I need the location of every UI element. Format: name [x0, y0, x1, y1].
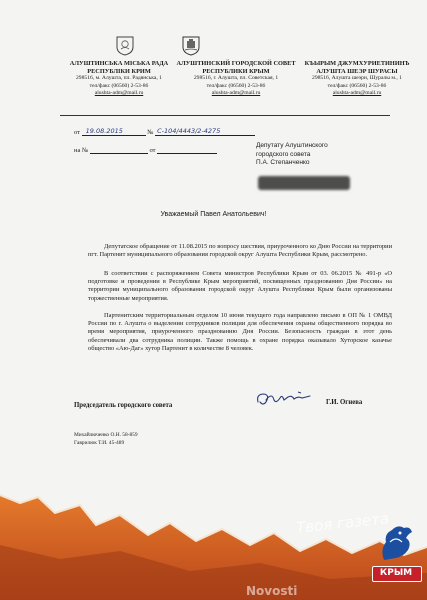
letterhead-right-email: alushta-adm@mail.ru [332, 90, 382, 96]
signatory-title: Председатель городского совета [74, 402, 173, 409]
incoming-number-field [90, 146, 148, 154]
alushta-crest-center-icon [182, 36, 200, 56]
outgoing-from-label: от [74, 129, 81, 136]
executor-1: Михайлюченко О.Н. 58-859 [74, 432, 138, 438]
paragraph-1-text: Депутатское обращение от 11.08.2015 по вопросу шествия, приуроченного ко Дню России на территории пгт. Партенит муниципального образования городской округ Алушта Республики Крым, рассмотрено. [88, 243, 392, 259]
letterhead-center-title-1: АЛУШТИНСКИЙ ГОРОДСКОЙ СОВЕТ [176, 60, 296, 67]
watermark-slogan: Твоя газета [295, 509, 390, 537]
watermark-site: Novosti [246, 584, 298, 598]
letterhead-right-title-1: КЪЫРЫМ ДЖУМХУРИЕТИНИНЪ [304, 60, 410, 67]
addressee-line-2: городского совета [256, 150, 311, 158]
body-paragraph-3 [88, 312, 392, 353]
executor-2: Гаврилюк Т.И. 45-489 [74, 440, 125, 446]
executors-block [74, 431, 138, 447]
letterhead-left-title-1: АЛУШТИНСЬКА МІСЬКА РАДА [69, 60, 169, 67]
letterhead-left-phone: тел/факс (06560) 2-53-86 [89, 82, 149, 89]
outgoing-number-field [155, 128, 255, 136]
letterhead-center [170, 60, 302, 98]
letterhead-left [60, 60, 178, 98]
letterhead-right-title-2: АЛУШТА ШЕЭР ШУРАСЫ [316, 67, 398, 75]
paragraph-2-text: В соответствии с распоряжением Совета министров Республики Крым от 03. 06.2015 № 491-р «О подготовке и проведении в Республике Крым мероприятий, посвященных празднованию Дня России» на территории муниципального образования городской округ Алушта Республики Крым были организованы торжественные мероприятия. [88, 270, 392, 302]
outgoing-number: С-104/4443/2-4275 [157, 127, 221, 135]
incoming-from-label: от [149, 147, 156, 154]
letterhead-center-title-2: РЕСПУБЛИКИ КРЫМ [202, 67, 270, 75]
incoming-date-field [157, 146, 217, 154]
signatory-name: Г.И. Огнева [326, 399, 363, 406]
addressee-block [256, 142, 328, 168]
handwritten-signature [254, 388, 316, 410]
outgoing-number-label: № [147, 129, 154, 136]
letterhead-left-email: alushta-adm@mail.ru [94, 90, 144, 96]
letterhead-left-address: 298516, м. Алушта, пл. Радянська, 1 [76, 75, 162, 81]
letterhead-right [296, 60, 418, 98]
krym-griffin-logo-icon [374, 520, 418, 564]
alushta-crest-left-icon [116, 36, 134, 56]
outgoing-date-field [82, 128, 146, 136]
body-paragraph-1 [88, 243, 392, 259]
letterhead-center-phone: тел/факс (06560) 2-53-86 [206, 82, 266, 89]
redacted-block [258, 176, 350, 190]
letterhead-center-address: 298516, г. Алушта, пл. Советская, 1 [193, 75, 279, 81]
letterhead-right-address: 298516, Алушта шеэри, Шуралы м., 1 [312, 75, 402, 81]
paragraph-3-text: Партенитским территориальным отделом 10 июня текущего года направлено письмо в ОП № 1 ОМВД России по г. Алушта о выделении сотрудников полиции для обеспечения охраны общественного порядка во время мероприятия, приуроченного празднованию Дня России. Безопасность граждан в этот день обеспечивали два сотрудника полиции. Также помощь в охране порядка оказывало Хуторское казачье общество «Аю-Даг» хутор Партенит в количестве 8 человек. [88, 312, 392, 352]
letterhead-divider [60, 115, 390, 116]
body-paragraph-2 [88, 270, 392, 303]
krym-brand-text: КРЫМ [379, 568, 413, 578]
addressee-line-3: П.А. Степанченко [256, 159, 310, 166]
outgoing-reg-line [74, 128, 274, 136]
letterhead-left-title-2: РЕСПУБЛІКИ КРИМ [87, 67, 151, 75]
letterhead-right-phone: тел/факс (06560) 2-53-86 [327, 82, 387, 89]
incoming-reg-line [74, 146, 254, 154]
greeting: Уважаемый Павел Анатольевич! [160, 211, 267, 218]
incoming-number-label: на № [74, 147, 89, 154]
letterhead-center-email: alushta-adm@mail.ru [211, 90, 261, 96]
addressee-line-1: Депутату Алуштинского [256, 142, 328, 149]
outgoing-date: 19.08.2015 [85, 127, 123, 135]
